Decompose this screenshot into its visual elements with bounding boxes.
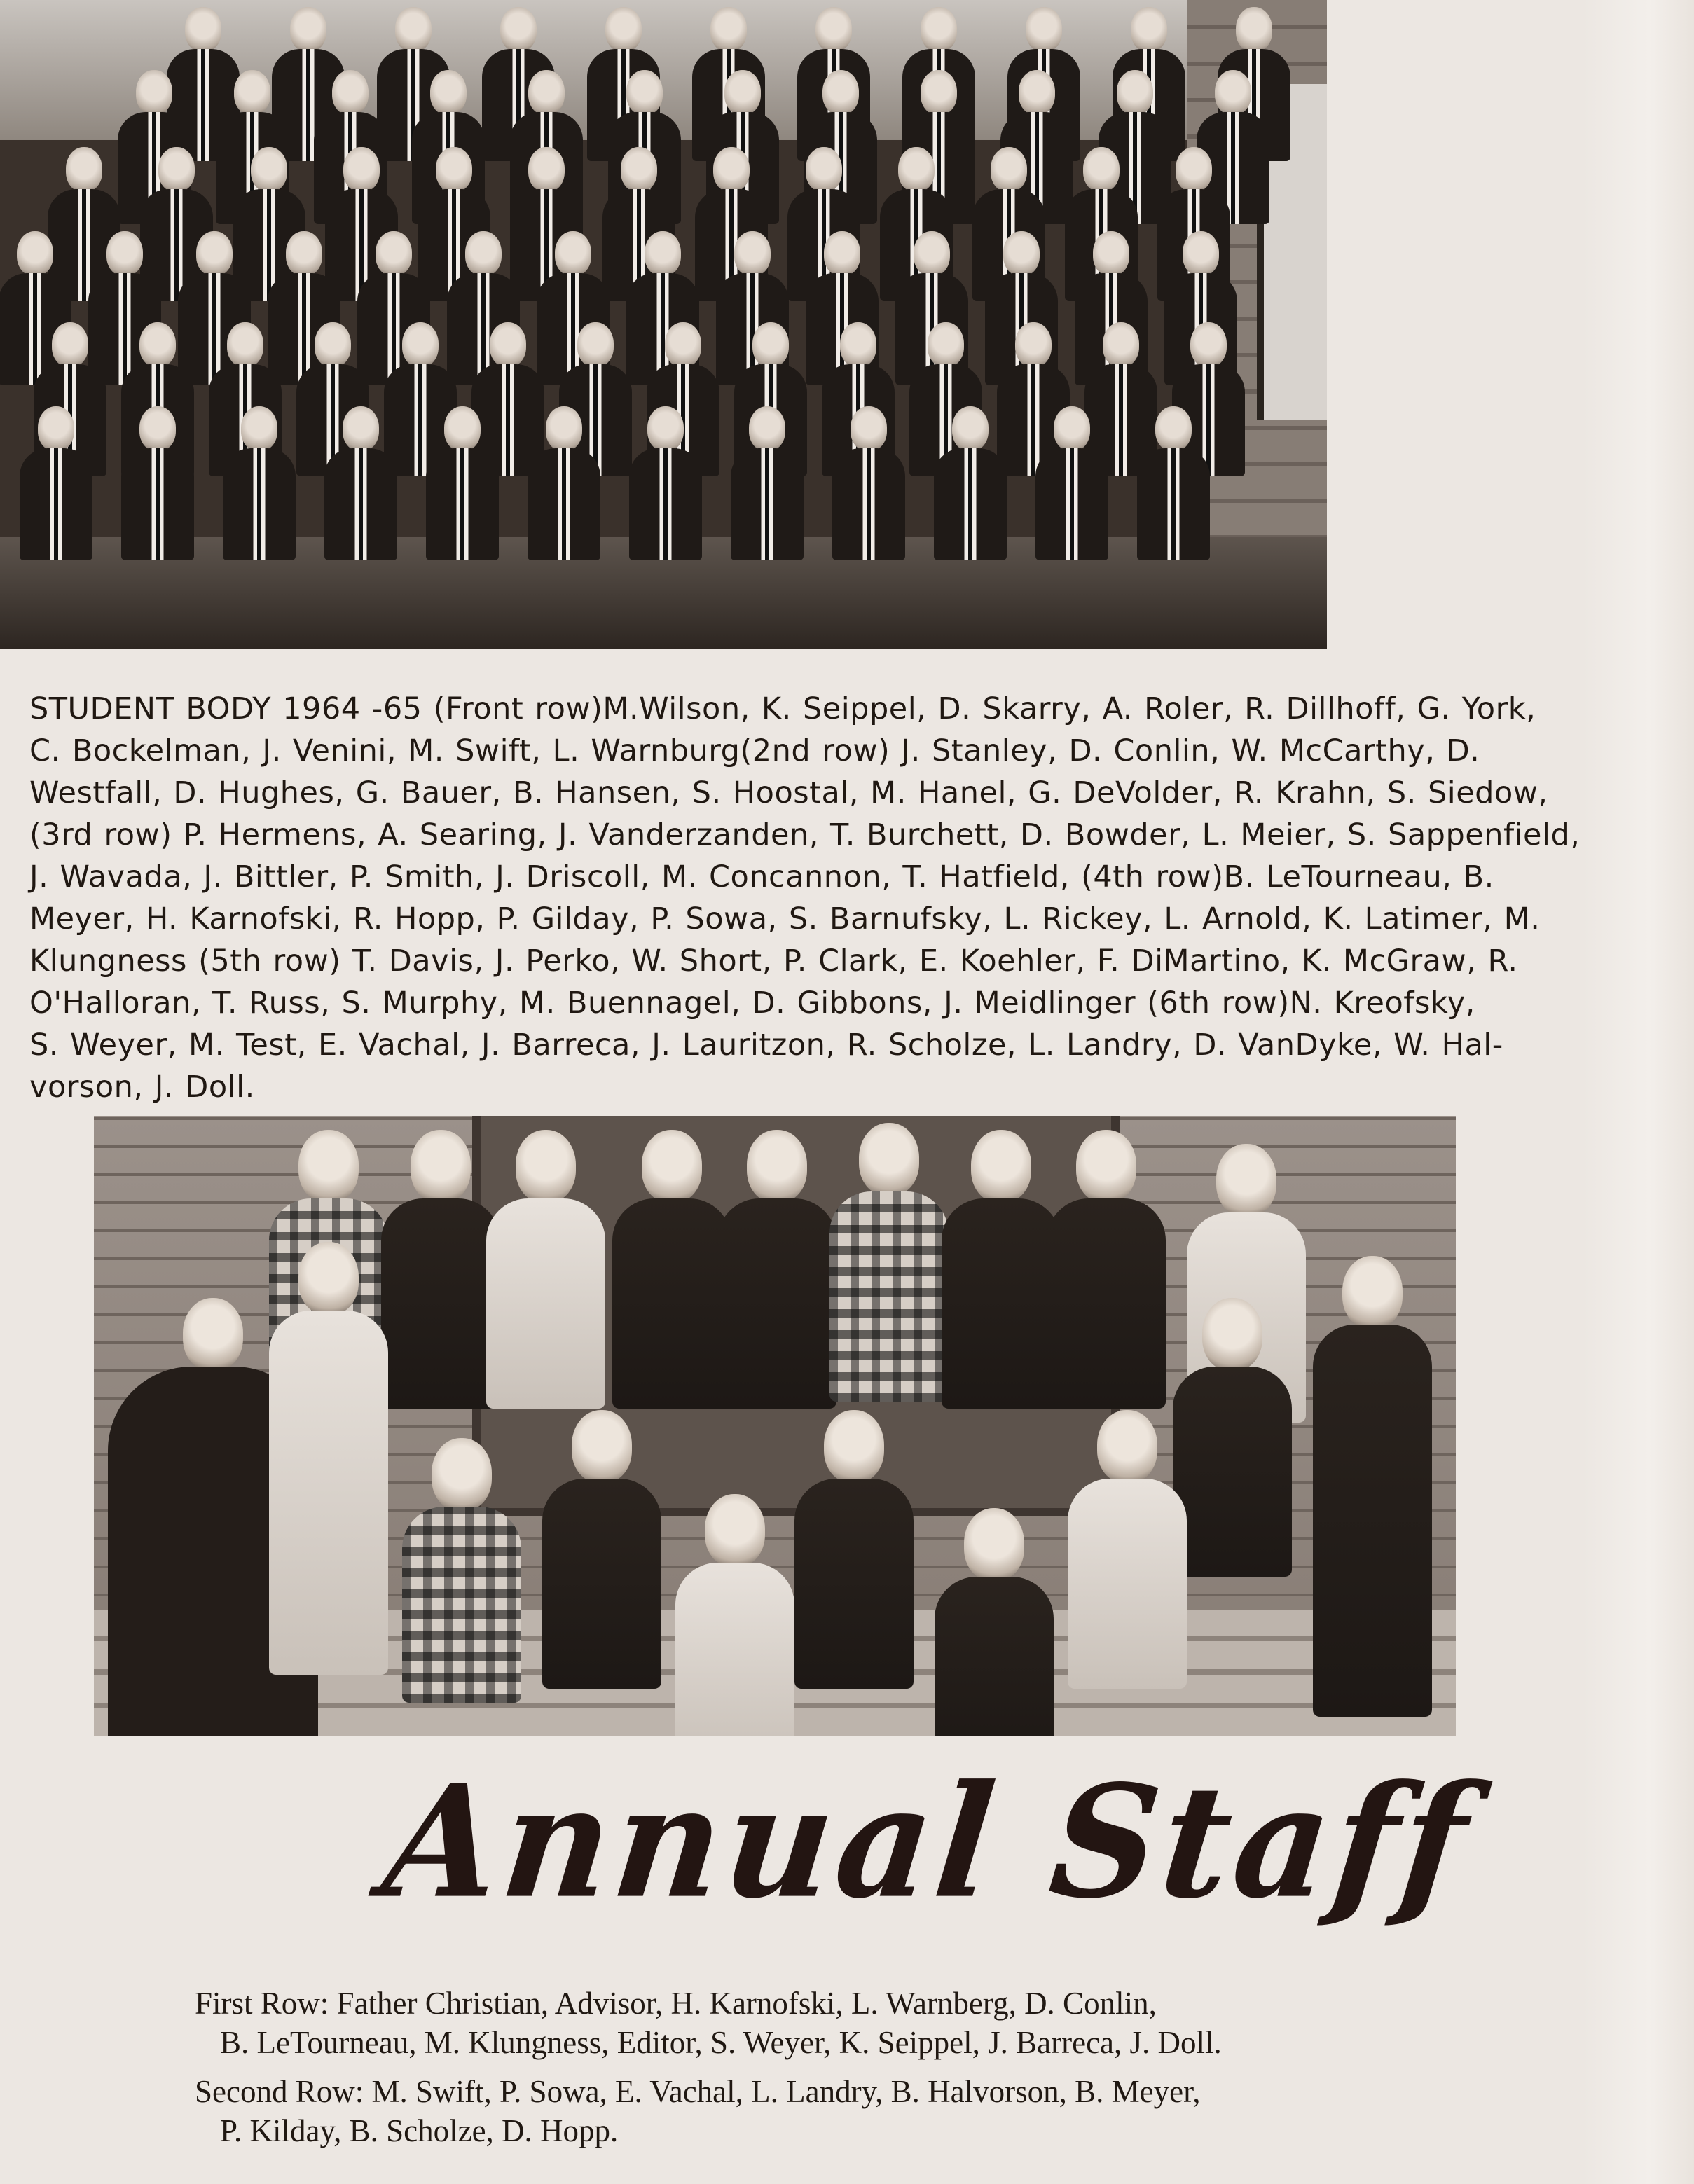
- student: [1044, 406, 1100, 560]
- staff-member: [675, 1494, 794, 1736]
- student: [434, 406, 490, 560]
- staff-member: [542, 1410, 661, 1689]
- caption-line: Second Row: M. Swift, P. Sowa, E. Vachal, L. Landry, B. Halvorson, B. Meyer,: [195, 2074, 1201, 2109]
- staff-member: [612, 1130, 731, 1409]
- caption-line: Westfall, D. Hughes, G. Bauer, B. Hansen, S. Hoostal, M. Hanel, G. DeVolder, R. Krahn, S. Siedow,: [29, 775, 1548, 810]
- staff-member: [381, 1130, 500, 1409]
- staff-member: [794, 1410, 914, 1689]
- staff-member: [1047, 1130, 1166, 1409]
- staff-first-row-caption: [195, 1984, 1428, 2062]
- caption-line: Meyer, H. Karnofski, R. Hopp, P. Gilday, P. Sowa, S. Barnufsky, L. Rickey, L. Arnold, K. Latimer, M.: [29, 901, 1541, 937]
- staff-member: [829, 1123, 949, 1402]
- student: [130, 406, 186, 560]
- caption-line: J. Wavada, J. Bittler, P. Smith, J. Driscoll, M. Concannon, T. Hatfield, (4th row)B. LeTourneau, B.: [29, 859, 1494, 894]
- caption-line: First Row: Father Christian, Advisor, H. Karnofski, L. Warnberg, D. Conlin,: [195, 1986, 1157, 2021]
- caption-line: Klungness (5th row) T. Davis, J. Perko, W. Short, P. Clark, E. Koehler, F. DiMartino, K. McGraw, R.: [29, 944, 1518, 979]
- staff-member: [402, 1438, 521, 1703]
- student: [739, 406, 795, 560]
- student-body-caption: [29, 688, 1641, 1108]
- caption-line: P. Kilday, B. Scholze, D. Hopp.: [220, 2113, 619, 2148]
- student: [841, 406, 897, 560]
- caption-line: O'Halloran, T. Russ, S. Murphy, M. Buennagel, D. Gibbons, J. Meidlinger (6th row)N. Kreofsky,: [29, 986, 1475, 1021]
- staff-member: [935, 1508, 1054, 1736]
- caption-line: (3rd row) P. Hermens, A. Searing, J. Vanderzanden, T. Burchett, D. Bowder, L. Meier, S. Sappenfield,: [29, 817, 1581, 852]
- student: [536, 406, 592, 560]
- staff-member: [717, 1130, 836, 1409]
- caption-line: vorson, J. Doll.: [29, 1070, 255, 1105]
- staff-member: [1313, 1256, 1432, 1717]
- caption-line: C. Bockelman, J. Venini, M. Swift, L. Warnburg(2nd row) J. Stanley, D. Conlin, W. McCarthy, D.: [29, 733, 1480, 768]
- annual-staff-photo: [94, 1116, 1456, 1736]
- caption-line: S. Weyer, M. Test, E. Vachal, J. Barreca, J. Lauritzon, R. Scholze, L. Landry, D. VanDyke, W. Hal-: [29, 1028, 1503, 1063]
- staff-member: [486, 1130, 605, 1409]
- annual-staff-title: Annual Staff: [376, 1750, 1480, 1933]
- caption-line: B. LeTourneau, M. Klungness, Editor, S. Weyer, K. Seippel, J. Barreca, J. Doll.: [220, 2025, 1222, 2060]
- caption-line: STUDENT BODY 1964 -65 (Front row)M.Wilson, K. Seippel, D. Skarry, A. Roler, R. Dillhoff, G. York,: [29, 691, 1536, 726]
- staff-member: [1173, 1298, 1292, 1577]
- student: [1093, 322, 1149, 476]
- student-body-photo: [0, 0, 1327, 649]
- student: [231, 406, 287, 560]
- student: [638, 406, 694, 560]
- staff-member: [1068, 1410, 1187, 1689]
- staff-member: [942, 1130, 1061, 1409]
- student: [28, 406, 84, 560]
- student: [1145, 406, 1201, 560]
- staff-second-row-caption: [195, 2072, 1428, 2150]
- staff-member: [269, 1242, 388, 1675]
- student: [333, 406, 389, 560]
- student: [942, 406, 998, 560]
